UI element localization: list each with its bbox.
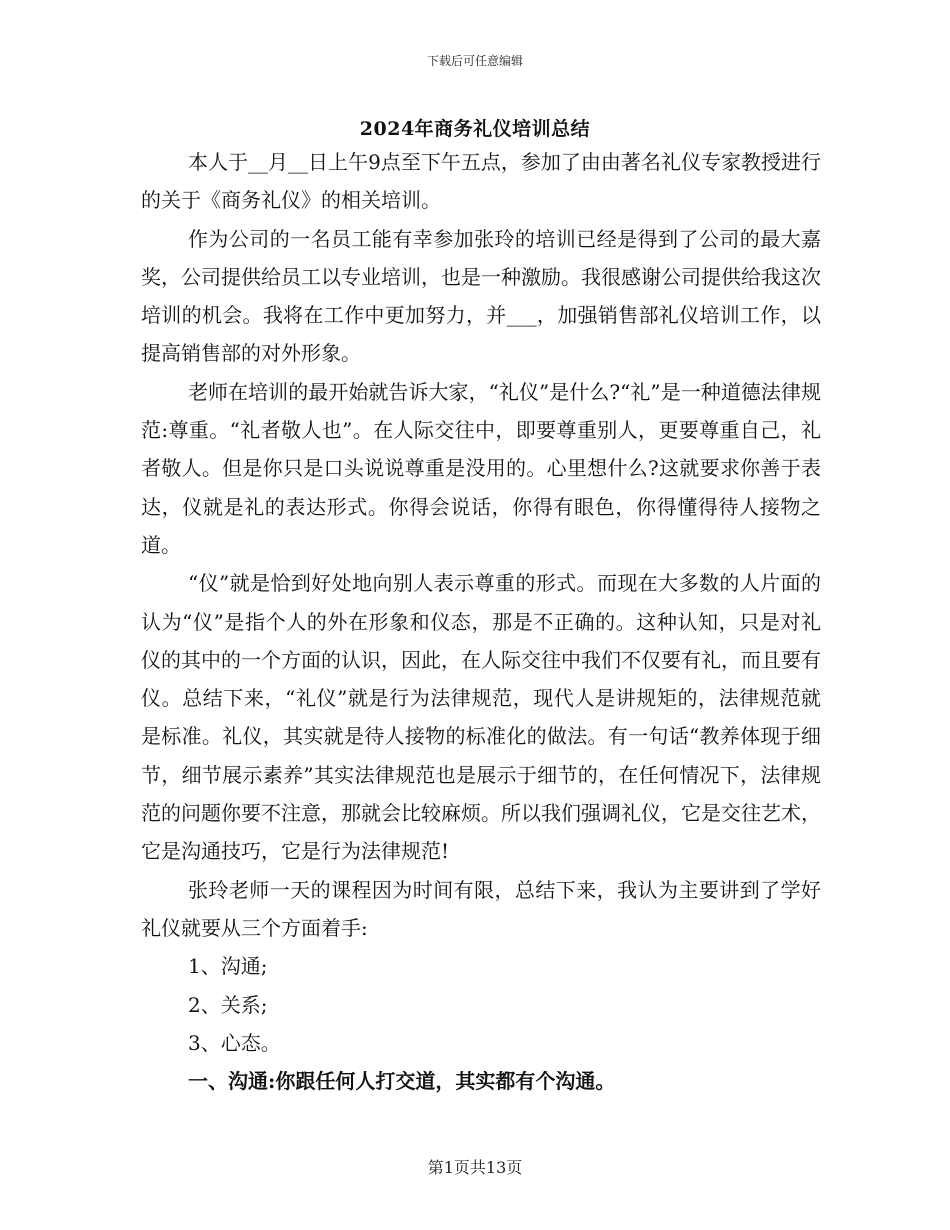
document-title: 2024年商务礼仪培训总结 bbox=[359, 118, 591, 140]
section-heading-communication: 一、沟通:你跟任何人打交道，其实都有个沟通。 bbox=[188, 1069, 616, 1094]
page-number-footer: 第1页共13页 bbox=[427, 1158, 523, 1177]
paragraph-yi-definition: “仪”就是恰到好处地向别人表示尊重的形式。而现在大多数的人片面的认为“仪”是指个人的外在形象和仪态，那是不正确的。这种认知，只是对礼仪的其中的一个方面的认识，因此，在人际交往中我们不仅要有礼，而且要有仪。总结下来，“礼仪”就是行为法律规范，现代人是讲规矩的，法律规范就是标准。礼仪，其实就是待人接物的标准化的做法。有一句话“教养体现于细节，细节展示素养”其实法律规范也是展示于细节的，在任何情况下，法律规范的问题你要不注意，那就会比较麻烦。所以我们强调礼仪，它是交往艺术，它是沟通技巧，它是行为法律规范! bbox=[141, 571, 821, 864]
paragraph-intro: 本人于__月__日上午9点至下午五点，参加了由由著名礼仪专家教授进行的关于《商务礼仪》的相关培训。 bbox=[141, 150, 821, 213]
page-header-note: 下载后可任意编辑 bbox=[426, 54, 523, 68]
document-body bbox=[141, 143, 821, 1100]
list-item-communication: 1、沟通; bbox=[188, 954, 268, 979]
paragraph-etiquette-definition: 老师在培训的最开始就告诉大家，“礼仪”是什么?“礼”是一种道德法律规范:尊重。“礼者敬人也”。在人际交往中，即要尊重别人，更要尊重自己，礼者敬人。但是你只是口头说说尊重是没用的。心里想什么?这就要求你善于表达，仪就是礼的表达形式。你得会说话，你得有眼色，你得懂得待人接物之道。 bbox=[141, 379, 821, 557]
paragraph-gratitude: 作为公司的一名员工能有幸参加张玲的培训已经是得到了公司的最大嘉奖，公司提供给员工以专业培训，也是一种激励。我很感谢公司提供给我这次培训的机会。我将在工作中更加努力，并___，加强销售部礼仪培训工作，以提高销售部的对外形象。 bbox=[141, 226, 821, 366]
list-item-relationship: 2、关系; bbox=[188, 992, 268, 1017]
list-item-mindset: 3、心态。 bbox=[188, 1030, 281, 1055]
paragraph-summary-intro: 张玲老师一天的课程因为时间有限，总结下来，我认为主要讲到了学好礼仪就要从三个方面着手: bbox=[141, 877, 821, 940]
